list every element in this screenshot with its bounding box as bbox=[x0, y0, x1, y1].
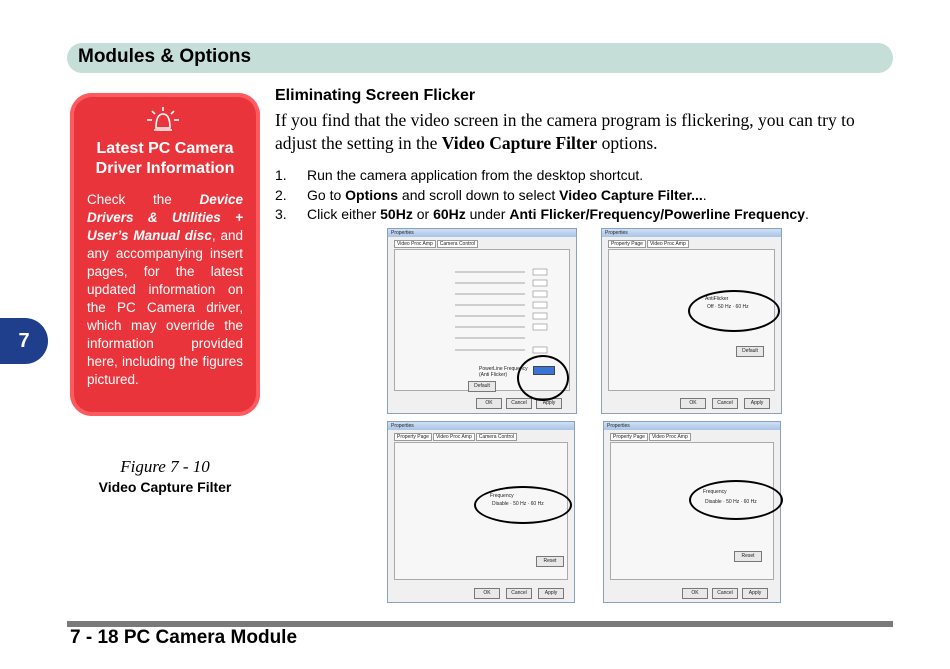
cancel-button[interactable]: Cancel bbox=[712, 398, 738, 409]
apply-button[interactable]: Apply bbox=[744, 398, 770, 409]
tab-property-page[interactable]: Property Page bbox=[610, 433, 648, 441]
apply-button[interactable]: Apply bbox=[538, 588, 564, 599]
tab-video-proc-amp[interactable]: Video Proc Amp bbox=[394, 240, 436, 248]
step-item: 3. Click either 50Hz or 60Hz under Anti Flicker/Frequency/Powerline Frequency. bbox=[275, 206, 809, 222]
tab-camera-control[interactable]: Camera Control bbox=[476, 433, 517, 441]
reset-button[interactable]: Reset bbox=[734, 551, 762, 562]
steps-list bbox=[275, 166, 895, 225]
antiflicker-label: AntiFlicker bbox=[705, 296, 729, 302]
page-header-title: Modules & Options bbox=[78, 46, 252, 67]
section-title: Eliminating Screen Flicker bbox=[275, 87, 476, 104]
tab-property-page[interactable]: Property Page bbox=[608, 240, 646, 248]
intro-paragraph: If you find that the video screen in the camera program is flickering, you can try to adjust the setting in the Video Capture Filter options. bbox=[275, 110, 855, 153]
highlight-oval bbox=[688, 290, 780, 332]
figure-number: Figure 7 - 10 bbox=[120, 457, 210, 476]
cancel-button[interactable]: Cancel bbox=[506, 398, 532, 409]
note-body: Check the Device Drivers & Utilities + User’s Manual disc, and any accompanying insert pages, for the latest updated information on the PC Camera driver, which may override the information provided here, including the figures pictured. bbox=[87, 192, 243, 387]
ok-button[interactable]: OK bbox=[682, 588, 708, 599]
window-title: Properties bbox=[388, 422, 574, 430]
tab-video-proc-amp[interactable]: Video Proc Amp bbox=[433, 433, 475, 441]
ok-button[interactable]: OK bbox=[476, 398, 502, 409]
window-title: Properties bbox=[388, 229, 576, 237]
cancel-button[interactable]: Cancel bbox=[506, 588, 532, 599]
figure-caption: Video Capture Filter bbox=[98, 479, 232, 495]
apply-button[interactable]: Apply bbox=[536, 398, 562, 409]
tab-video-proc-amp[interactable]: Video Proc Amp bbox=[649, 433, 691, 441]
highlight-oval bbox=[474, 486, 572, 524]
tab-property-page[interactable]: Property Page bbox=[394, 433, 432, 441]
frequency-label: Frequency bbox=[490, 493, 514, 499]
ok-button[interactable]: OK bbox=[680, 398, 706, 409]
ok-button[interactable]: OK bbox=[474, 588, 500, 599]
step-item: 2. Go to Options and scroll down to select Video Capture Filter.... bbox=[275, 186, 707, 203]
frequency-label: Frequency bbox=[703, 489, 727, 495]
cancel-button[interactable]: Cancel bbox=[712, 588, 738, 599]
reset-button[interactable]: Reset bbox=[536, 556, 564, 567]
note-title: Latest PC Camera Driver Information bbox=[95, 140, 235, 177]
highlight-oval bbox=[689, 480, 783, 520]
chapter-tab: 7 bbox=[0, 318, 48, 364]
window-title: Properties bbox=[602, 229, 781, 237]
frequency-options[interactable]: Disable · 50 Hz · 60 Hz bbox=[705, 499, 757, 505]
page-footer: 7 - 18 PC Camera Module bbox=[70, 627, 298, 648]
powerline-label: PowerLine Frequency (Anti Flicker) bbox=[479, 366, 528, 378]
highlight-oval bbox=[517, 355, 569, 401]
window-title: Properties bbox=[604, 422, 780, 430]
alert-bulb-icon bbox=[145, 106, 181, 136]
tab-video-proc-amp[interactable]: Video Proc Amp bbox=[647, 240, 689, 248]
tab-camera-control[interactable]: Camera Control bbox=[437, 240, 478, 248]
step-item: 1. Run the camera application from the desktop shortcut. bbox=[275, 167, 644, 183]
default-button[interactable]: Default bbox=[468, 381, 496, 392]
frequency-options[interactable]: Disable · 50 Hz · 60 Hz bbox=[492, 501, 544, 507]
antiflicker-options[interactable]: Off · 50 Hz · 60 Hz bbox=[707, 304, 749, 310]
apply-button[interactable]: Apply bbox=[742, 588, 768, 599]
default-button[interactable]: Default bbox=[736, 346, 764, 357]
